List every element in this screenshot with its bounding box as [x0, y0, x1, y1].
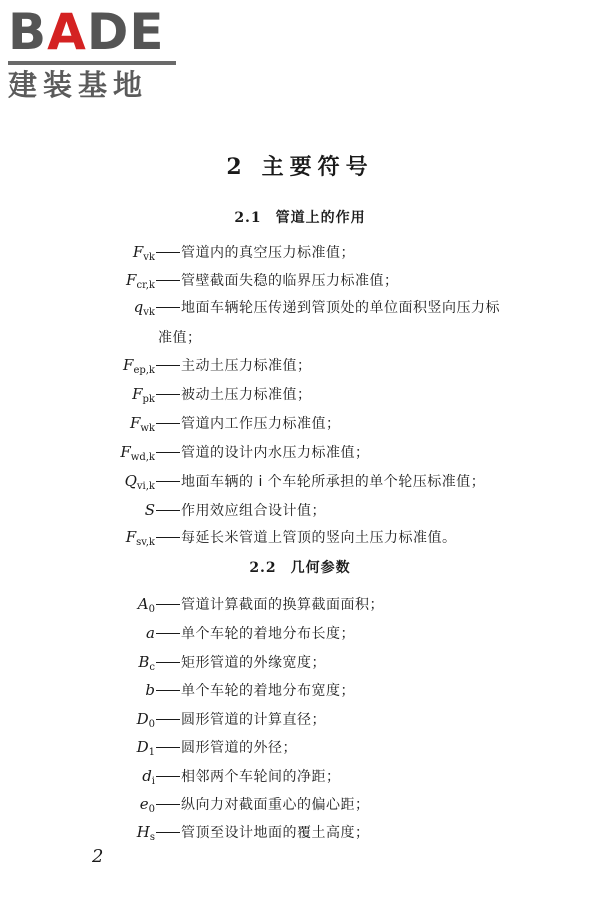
em-dash — [156, 365, 180, 366]
em-dash — [156, 394, 180, 395]
symbol-description: 主动土压力标准值； — [181, 358, 312, 374]
section-number: 2.1 — [234, 210, 262, 226]
em-dash — [156, 690, 180, 691]
em-dash — [156, 252, 180, 253]
symbol-subscript: 0 — [148, 604, 155, 615]
symbol-subscript: 0 — [148, 719, 155, 730]
symbol-description: 作用效应组合设计值； — [181, 503, 326, 519]
symbol-letter: b — [145, 681, 155, 699]
symbol-entry — [60, 737, 297, 761]
symbol — [60, 271, 155, 291]
symbol-letter: F — [120, 443, 131, 461]
symbol — [60, 385, 155, 405]
symbol-subscript: cr,k — [136, 280, 155, 291]
em-dash — [156, 280, 180, 281]
symbol-entry — [60, 442, 370, 466]
symbol-entry — [60, 652, 326, 676]
logo-subtitle: 建装基地 — [8, 68, 149, 102]
symbol — [60, 472, 155, 492]
symbol-description: 圆形管道的外径； — [181, 740, 297, 756]
symbol-description: 圆形管道的计算直径； — [181, 712, 326, 728]
symbol — [60, 443, 155, 463]
symbol — [60, 624, 155, 642]
section-title: 几何参数 — [290, 560, 351, 576]
symbol-letter: H — [136, 823, 150, 841]
symbol-subscript: vk — [143, 252, 155, 263]
symbol-entry — [60, 709, 326, 733]
symbol-entry — [60, 766, 341, 790]
em-dash — [156, 452, 180, 453]
em-dash — [156, 662, 180, 663]
symbol — [60, 595, 155, 615]
symbol-entry — [60, 297, 500, 321]
symbol — [60, 243, 155, 263]
symbol-subscript: 1 — [148, 747, 155, 758]
symbol-subscript: 0 — [148, 804, 155, 815]
symbol-letter: F — [123, 356, 134, 374]
symbol-entry — [60, 355, 312, 379]
symbol — [60, 710, 155, 730]
symbol-subscript: s — [149, 832, 155, 843]
symbol-entry — [60, 822, 370, 846]
symbol-description-continuation: 准值； — [158, 330, 202, 346]
symbol-letter: F — [125, 528, 137, 546]
symbol-description: 相邻两个车轮间的净距； — [181, 769, 341, 785]
symbol-entry — [60, 471, 485, 495]
symbol — [60, 653, 155, 673]
symbol — [60, 356, 155, 376]
symbol-description: 每延长米管道上管顶的竖向土压力标准值。 — [181, 530, 457, 546]
logo-wordmark: BADE — [8, 3, 165, 61]
symbol-description: 地面车辆的 i 个车轮所承担的单个轮压标准值； — [181, 474, 486, 490]
symbol-entry — [60, 500, 326, 524]
symbol — [60, 528, 155, 548]
symbol-subscript: ep,k — [133, 365, 155, 376]
symbol-subscript: vk — [143, 307, 155, 318]
symbol-description: 纵向力对截面重心的偏心距； — [181, 797, 370, 813]
symbol-subscript: vi,k — [136, 481, 155, 492]
symbol-description: 单个车轮的着地分布长度； — [181, 626, 355, 642]
symbol — [60, 298, 155, 318]
symbol-letter: Q — [124, 472, 137, 490]
symbol-entry — [60, 594, 384, 618]
symbol — [60, 795, 155, 815]
em-dash — [156, 832, 180, 833]
symbol-subscript: pk — [142, 394, 155, 405]
section-number: 2.2 — [249, 560, 277, 576]
symbol-letter: F — [129, 414, 141, 432]
symbol-letter: d — [142, 767, 152, 785]
chapter-number: 2 — [226, 154, 248, 180]
symbol-description: 管道计算截面的换算截面面积； — [181, 597, 384, 613]
symbol-subscript: wd,k — [130, 452, 155, 463]
symbol-letter: A — [137, 595, 149, 613]
symbol-letter: F — [132, 243, 144, 261]
em-dash — [156, 633, 180, 634]
symbol-letter: S — [144, 501, 155, 519]
symbol-entry — [60, 794, 370, 818]
em-dash — [156, 604, 180, 605]
symbol-letter: D — [136, 710, 149, 728]
logo — [8, 3, 178, 102]
chapter-title — [0, 150, 600, 181]
symbol-letter: q — [133, 298, 144, 316]
symbol-entry — [60, 623, 355, 647]
symbol-entry — [60, 680, 355, 704]
page-number: 2 — [92, 846, 104, 867]
symbol-entry — [60, 242, 355, 266]
em-dash — [156, 747, 180, 748]
symbol — [60, 823, 155, 843]
symbol-description: 地面车辆轮压传递到管顶处的单位面积竖向压力标 — [181, 300, 500, 316]
symbol — [60, 767, 155, 787]
symbol — [60, 501, 155, 519]
symbol-description: 管道内的真空压力标准值； — [181, 245, 355, 261]
em-dash — [156, 776, 180, 777]
symbol-letter: F — [126, 271, 137, 289]
symbol-letter: e — [139, 795, 149, 813]
section-heading — [0, 207, 600, 227]
symbol — [60, 414, 155, 434]
symbol-entry — [60, 413, 341, 437]
em-dash — [156, 510, 180, 511]
symbol-letter: a — [146, 624, 155, 642]
symbol-letter: B — [138, 653, 150, 671]
symbol-description: 管道内工作压力标准值； — [181, 416, 341, 432]
em-dash — [156, 719, 180, 720]
logo-divider — [8, 61, 176, 65]
symbol-description: 单个车轮的着地分布宽度； — [181, 683, 355, 699]
symbol-description: 管道的设计内水压力标准值； — [181, 445, 370, 461]
symbol-entry — [60, 527, 457, 551]
symbol-letter: D — [136, 738, 149, 756]
section-heading — [0, 557, 600, 577]
section-title: 管道上的作用 — [275, 210, 366, 226]
em-dash — [156, 537, 180, 538]
symbol-description: 被动土压力标准值； — [181, 387, 312, 403]
chapter-title-text: 主要符号 — [261, 154, 374, 180]
symbol-subscript: wk — [140, 423, 155, 434]
symbol-description: 管壁截面失稳的临界压力标准值； — [181, 273, 399, 289]
symbol-entry — [60, 270, 399, 294]
symbol-description: 管顶至设计地面的覆土高度； — [181, 825, 370, 841]
symbol-subscript: sv,k — [136, 537, 155, 548]
em-dash — [156, 804, 180, 805]
symbol-subscript: c — [149, 662, 155, 673]
em-dash — [156, 481, 180, 482]
em-dash — [156, 423, 180, 424]
symbol-description: 矩形管道的外缘宽度； — [181, 655, 326, 671]
symbol — [60, 738, 155, 758]
symbol-subscript: i — [151, 776, 155, 787]
symbol-entry — [60, 384, 312, 408]
symbol-letter: F — [132, 385, 143, 403]
em-dash — [156, 307, 180, 308]
symbol — [60, 681, 155, 699]
